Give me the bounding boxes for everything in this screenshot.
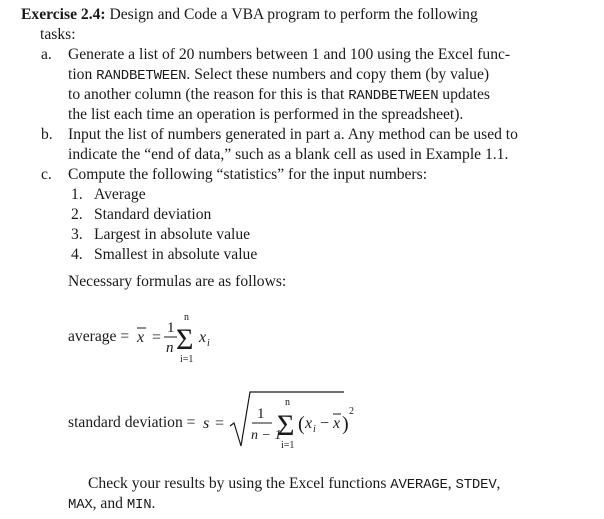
item-c-marker: c.	[41, 166, 52, 183]
exercise-title-text: Design and Code a VBA program to perform the following	[105, 6, 478, 23]
item-a-line-1: Generate a list of 20 numbers between 1 and 100 using the Excel func-	[68, 46, 511, 63]
stat-item-number: 4.	[71, 246, 83, 263]
sd-numerator: 1	[257, 406, 265, 422]
check-text: ,	[496, 475, 501, 492]
check-text: ,	[447, 475, 456, 492]
code-randbetween: RANDBETWEEN	[348, 88, 439, 104]
stat-item-largest: Largest in absolute value	[94, 226, 251, 243]
item-b-line-2: indicate the “end of data,” such as a blank cell as used in Example 1.1.	[68, 146, 509, 163]
formulas-intro: Necessary formulas are as follows:	[68, 273, 287, 290]
item-a-marker: a.	[41, 46, 52, 63]
exercise-title-continuation: tasks:	[40, 26, 76, 43]
average-formula-label: average =	[68, 328, 130, 345]
code-stdev: STDEV	[455, 477, 497, 493]
sd-exponent: 2	[349, 406, 354, 417]
item-a-text: tion	[68, 66, 97, 83]
item-b-marker: b.	[41, 126, 53, 143]
sd-var-sub: i	[313, 424, 316, 435]
item-c-line-1: Compute the following “statistics” for the input numbers:	[68, 166, 428, 183]
check-line-2	[68, 494, 155, 515]
stat-item-number: 2.	[71, 206, 83, 223]
average-var: x	[199, 329, 207, 346]
average-sigma-icon: Σ	[176, 323, 194, 356]
code-randbetween: RANDBETWEEN	[96, 68, 187, 84]
sd-s: s	[203, 415, 210, 432]
code-average: AVERAGE	[390, 477, 448, 493]
average-var-sub: i	[207, 338, 210, 349]
item-a-text: . Select these numbers and copy them (by value)	[186, 66, 490, 83]
code-min: MIN	[126, 497, 152, 513]
sd-open-paren: (	[298, 413, 305, 435]
stat-item-stdev: Standard deviation	[94, 206, 212, 223]
check-line-1	[88, 474, 500, 495]
sd-equals: =	[211, 415, 229, 432]
sd-var: x	[305, 415, 313, 432]
code-max: MAX	[68, 497, 93, 513]
item-b-line-1: Input the list of numbers generated in part a. Any method can be used to	[68, 126, 518, 143]
stat-item-number: 3.	[71, 226, 83, 243]
sd-denominator: n − 1	[251, 428, 282, 443]
average-xbar: x	[137, 329, 145, 346]
average-numerator: 1	[167, 320, 175, 336]
average-denominator: n	[166, 340, 174, 356]
item-a-text: updates	[438, 86, 490, 103]
check-text: Check your results by using the Excel functions	[88, 475, 391, 492]
check-text: , and	[92, 495, 127, 512]
stat-item-number: 1.	[71, 186, 83, 203]
check-text: .	[151, 495, 156, 512]
sd-sum-top: n	[285, 397, 290, 408]
sd-sum-bottom: i=1	[281, 440, 295, 451]
sd-xbar: x	[333, 415, 341, 432]
sd-formula-label: standard deviation =	[68, 414, 196, 431]
item-a-text: to another column (the reason for this is that	[68, 86, 349, 103]
exercise-label: Exercise 2.4:	[21, 6, 106, 23]
sd-sigma-icon: Σ	[277, 409, 295, 442]
average-sum-top: n	[184, 312, 189, 323]
sd-close-paren: )	[342, 413, 349, 435]
item-a-line-4: the list each time an operation is performed in the spreadsheet).	[68, 106, 464, 123]
average-equals: =	[148, 329, 166, 346]
sd-minus: −	[316, 415, 334, 432]
stat-item-smallest: Smallest in absolute value	[94, 246, 258, 263]
average-sum-bottom: i=1	[180, 354, 194, 365]
stat-item-average: Average	[94, 186, 146, 203]
